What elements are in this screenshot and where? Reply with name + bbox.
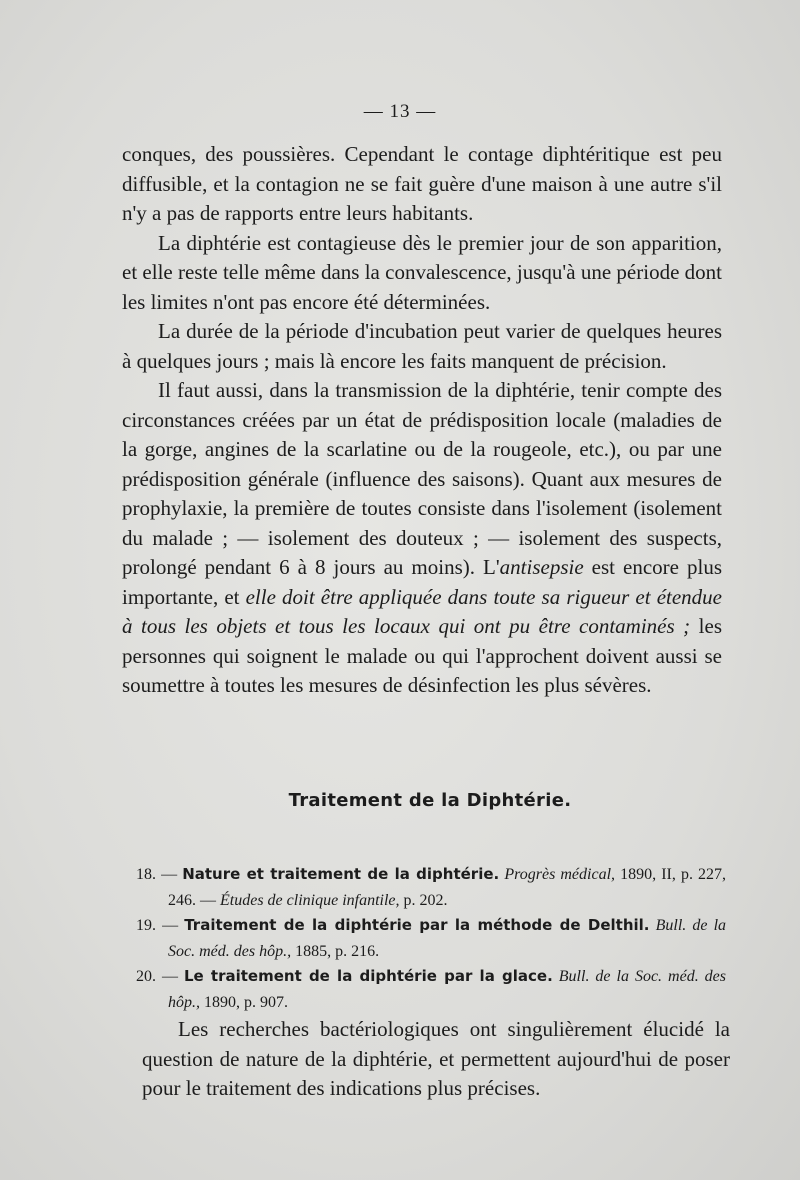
reference-source: Progrès médical,	[504, 866, 616, 883]
closing-paragraph: Les recherches bactériologiques ont singulièrement élucidé la question de nature de la diphtérie, et permettent aujourd'hui de poser pour le traitement des indications plus précises.	[142, 1017, 730, 1100]
paragraph-4-italic-phrase: elle doit être appliquée dans toute sa rigueur et étendue à tous les objets et tous les locaux qui ont pu être contaminés ;	[122, 584, 722, 638]
paragraph-1: conques, des poussières. Cependant le contage diphtéritique est peu diffusible, et la contagion ne se fait guère d'une maison à une autre s'il n'y a pas de rapports entre leurs habitants.	[122, 142, 722, 225]
reference-source: Bull. de la Soc. méd. des hôp.,	[168, 917, 727, 960]
paragraph-3: La durée de la période d'incubation peut varier de quelques heures à quelques jours ; mais là encore les faits manquent de précision.	[122, 319, 722, 373]
reference-number: 20. —	[136, 968, 184, 985]
paragraph-4-italic-word: antisepsie	[499, 555, 584, 579]
reference-item	[136, 862, 726, 913]
reference-details: 1885, p. 216.	[291, 942, 380, 960]
reference-title: Traitement de la diphtérie par la méthode de Delthil.	[184, 916, 650, 934]
closing-text	[142, 1015, 730, 1104]
reference-item	[136, 913, 726, 964]
body-text	[122, 140, 722, 701]
reference-details: 1890, II, p. 227, 246. —	[168, 866, 727, 909]
paragraph-4-article: L'	[483, 555, 500, 579]
reference-details: 1890, p. 907.	[200, 993, 288, 1011]
reference-list	[136, 862, 726, 1015]
section-title: Traitement de la Diphtérie.	[288, 790, 572, 811]
reference-title: Nature et traitement de la diphtérie.	[182, 865, 500, 883]
paragraph-4-text-after: les personnes qui soignent le malade ou qui l'approchent doivent aussi se soumettre à toutes les mesures de désinfection les plus sévères.	[122, 614, 723, 697]
reference-item	[136, 964, 726, 1015]
paragraph-4-text-middle: est encore plus importante, et	[122, 555, 723, 609]
reference-title: Le traitement de la diphtérie par la glace.	[183, 967, 553, 985]
reference-details-2: p. 202.	[399, 891, 448, 909]
reference-source-2: Études de clinique infantile,	[220, 891, 400, 909]
paragraph-2: La diphtérie est contagieuse dès le premier jour de son apparition, et elle reste telle même dans la convalescence, jusqu'à une période dont les limites n'ont pas encore été déterminées.	[122, 230, 722, 314]
page-number: — 13 —	[363, 101, 437, 122]
reference-number: 19. —	[136, 917, 185, 934]
reference-source: Bull. de la Soc. méd. des hôp.,	[168, 968, 726, 1011]
reference-number: 18. —	[136, 866, 183, 883]
paragraph-4-text-before: Il faut aussi, dans la transmission de la diphtérie, tenir compte des circonstances créées par un état de prédisposition locale (maladies de la gorge, angines de la scarlatine ou de la rougeole, etc.), ou par une prédisposition générale (influence des saisons). Quant aux mesures de prophylaxie, la première de toutes consiste dans l'isolement (isolement du malade ; — isolement des douteux ; — isolement des suspects, prolongé pendant 6 à 8 jours au moins).	[122, 378, 722, 579]
paragraph-4	[122, 376, 722, 701]
